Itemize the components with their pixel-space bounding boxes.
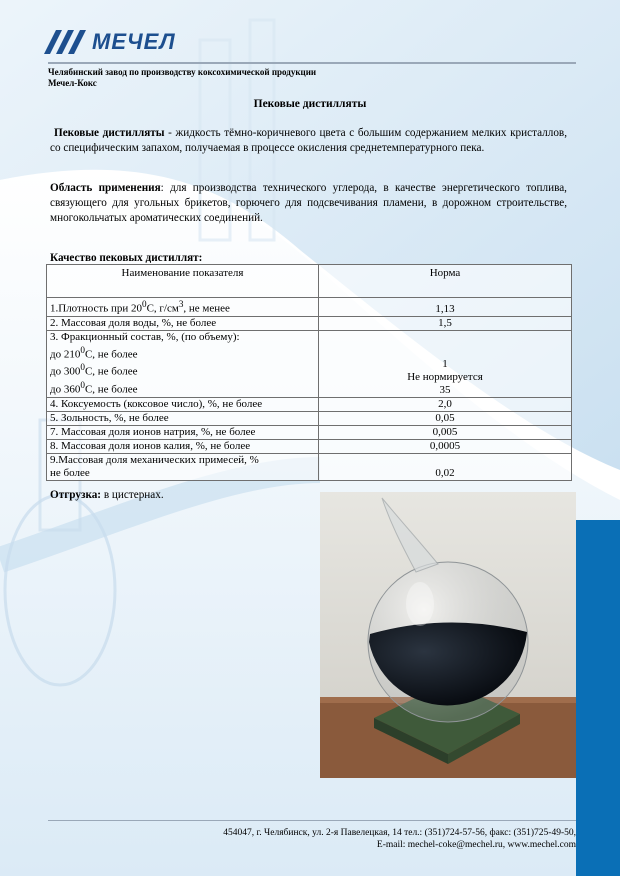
footer-address: 454047, г. Челябинск, ул. 2-я Павелецкая, 14 тел.: (351)724-57-56, факс: (351)725-49-50,: [223, 828, 576, 838]
table-row: [47, 397, 572, 411]
indicator-name-cell: 5. Зольность, %, не более: [47, 411, 319, 425]
norm-value-line: Не нормируется: [407, 370, 483, 383]
quality-heading: Качество пековых дистиллят:: [50, 252, 203, 264]
product-photo: [320, 492, 576, 778]
norm-value-cell: 0,005: [319, 425, 572, 439]
contact-footer: [223, 827, 576, 851]
norm-value-cell: [319, 330, 572, 397]
footer-divider: [48, 820, 576, 821]
indicator-name-cell: 4. Коксуемость (коксовое число), %, не более: [47, 397, 319, 411]
column-header-name: Наименование показателя: [47, 265, 319, 298]
accent-bar: [576, 520, 620, 876]
application-label: Область применения: [50, 182, 161, 194]
table-row: [47, 298, 572, 317]
shipping-label: Отгрузка:: [50, 489, 102, 501]
norm-value-cell: 1,5: [319, 316, 572, 330]
table-row: [47, 411, 572, 425]
table-row: [47, 439, 572, 453]
header-divider: [48, 62, 576, 64]
org-line-2: Мечел-Кокс: [48, 78, 97, 88]
table-row: [47, 425, 572, 439]
norm-value-cell: 0,05: [319, 411, 572, 425]
indicator-name-cell: 2. Массовая доля воды, %, не более: [47, 316, 319, 330]
table-row: [47, 330, 572, 397]
quality-table: [46, 264, 572, 481]
description-text: - жидкость тёмно-коричневого цвета с большим содержанием мелких кристаллов, со специфическим запахом, получаемая в процессе окисления среднетемпературного пека.: [50, 127, 567, 154]
product-description: [50, 126, 567, 156]
norm-value-line: 1: [442, 357, 448, 370]
norm-value-cell: 1,13: [319, 298, 572, 317]
indicator-name-cell: 3. Фракционный состав, %, (по объему): до $210^0С$, не более до $300^0С$, не более до $360^0С$, не более: [47, 330, 319, 397]
description-term: Пековые дистилляты: [54, 127, 165, 139]
indicator-name-cell: 9.Массовая доля механических примесей, % не более: [47, 453, 319, 480]
indicator-name-cell: 8. Массовая доля ионов калия, %, не более: [47, 439, 319, 453]
norm-value-cell: 0,02: [319, 453, 572, 480]
application-paragraph: [50, 181, 567, 226]
organization-name: [48, 67, 316, 89]
table-row: [47, 316, 572, 330]
norm-value-line: 35: [439, 383, 451, 396]
indicator-name-cell: 1.Плотность при $20^0С$, $г/см^3$, не менее: [47, 298, 319, 317]
indicator-name-cell: 7. Массовая доля ионов натрия, %, не более: [47, 425, 319, 439]
page-title: Пековые дистилляты: [253, 98, 367, 110]
table-header-row: [47, 265, 572, 298]
mechel-logo: [40, 28, 176, 56]
table-row: [47, 453, 572, 480]
org-line-1: Челябинский завод по производству коксохимической продукции: [48, 67, 317, 77]
norm-value-cell: 2,0: [319, 397, 572, 411]
column-header-norm: Норма: [319, 265, 572, 298]
shipping-text: в цистернах.: [101, 489, 164, 501]
application-text: : для производства технического углерода, в качестве энергетического топлива, связующего для угольных брикетов, горючего для подсвечивания пламени, в дорожном строительстве, многокольчатых ароматических соединений.: [50, 182, 567, 224]
logo-text: МЕЧЕЛ: [92, 29, 176, 54]
shipping-info: [50, 489, 164, 501]
norm-value-cell: 0,0005: [319, 439, 572, 453]
logo-stripes-icon: [40, 28, 90, 56]
footer-contacts: E-mail: mechel-coke@mechel.ru, www.mechel.com: [376, 840, 576, 850]
